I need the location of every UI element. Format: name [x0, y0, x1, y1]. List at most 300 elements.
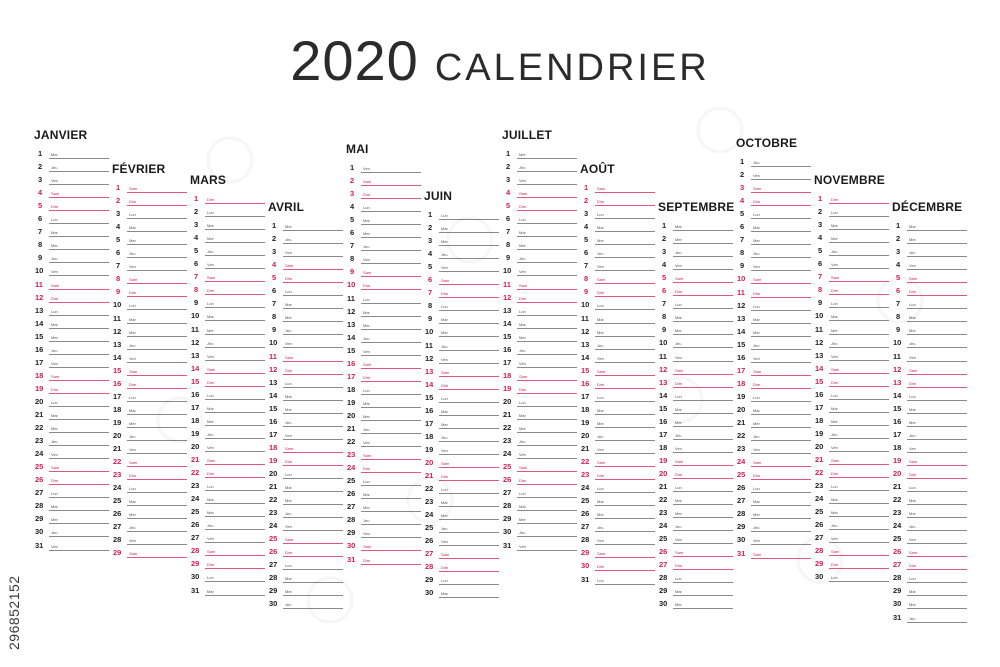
day-row[interactable] — [191, 295, 265, 308]
day-row[interactable] — [893, 257, 967, 270]
day-row[interactable] — [815, 439, 889, 452]
day-row[interactable] — [425, 246, 499, 259]
day-row[interactable] — [347, 251, 421, 264]
day-row[interactable] — [347, 512, 421, 525]
day-row[interactable] — [35, 316, 109, 329]
day-row[interactable] — [737, 167, 811, 180]
day-row[interactable] — [269, 479, 343, 492]
day-row[interactable] — [35, 159, 109, 172]
day-row[interactable] — [425, 377, 499, 390]
day-row[interactable] — [581, 519, 655, 532]
day-row[interactable] — [659, 414, 733, 427]
day-row[interactable] — [191, 387, 265, 400]
day-row[interactable] — [893, 296, 967, 309]
day-row[interactable] — [191, 322, 265, 335]
day-row[interactable] — [113, 311, 187, 324]
day-row[interactable] — [191, 230, 265, 243]
day-row[interactable] — [659, 440, 733, 453]
day-row[interactable] — [269, 270, 343, 283]
day-row[interactable] — [191, 335, 265, 348]
day-row[interactable] — [113, 506, 187, 519]
day-row[interactable] — [113, 297, 187, 310]
day-row[interactable] — [35, 394, 109, 407]
day-row[interactable] — [737, 245, 811, 258]
day-row[interactable] — [269, 401, 343, 414]
day-row[interactable] — [581, 193, 655, 206]
day-row[interactable] — [815, 204, 889, 217]
day-row[interactable] — [659, 349, 733, 362]
day-row[interactable] — [35, 146, 109, 159]
day-row[interactable] — [113, 363, 187, 376]
day-row[interactable] — [659, 531, 733, 544]
day-row[interactable] — [815, 322, 889, 335]
day-row[interactable] — [737, 219, 811, 232]
day-row[interactable] — [113, 480, 187, 493]
day-row[interactable] — [113, 180, 187, 193]
day-row[interactable] — [815, 491, 889, 504]
day-row[interactable] — [191, 478, 265, 491]
day-row[interactable] — [425, 546, 499, 559]
day-row[interactable] — [503, 511, 577, 524]
day-row[interactable] — [191, 504, 265, 517]
day-row[interactable] — [659, 244, 733, 257]
day-row[interactable] — [581, 454, 655, 467]
day-row[interactable] — [347, 460, 421, 473]
day-row[interactable] — [347, 408, 421, 421]
day-row[interactable] — [659, 362, 733, 375]
day-row[interactable] — [347, 473, 421, 486]
day-row[interactable] — [425, 468, 499, 481]
day-row[interactable] — [347, 382, 421, 395]
day-row[interactable] — [581, 467, 655, 480]
day-row[interactable] — [113, 428, 187, 441]
day-row[interactable] — [425, 259, 499, 272]
day-row[interactable] — [893, 244, 967, 257]
day-row[interactable] — [347, 225, 421, 238]
day-row[interactable] — [659, 427, 733, 440]
day-row[interactable] — [347, 277, 421, 290]
day-row[interactable] — [347, 552, 421, 565]
day-row[interactable] — [269, 544, 343, 557]
day-row[interactable] — [815, 374, 889, 387]
day-row[interactable] — [191, 400, 265, 413]
day-row[interactable] — [347, 264, 421, 277]
day-row[interactable] — [35, 498, 109, 511]
day-row[interactable] — [893, 401, 967, 414]
day-row[interactable] — [347, 395, 421, 408]
day-row[interactable] — [737, 350, 811, 363]
day-row[interactable] — [581, 206, 655, 219]
day-row[interactable] — [191, 556, 265, 569]
day-row[interactable] — [35, 198, 109, 211]
day-row[interactable] — [191, 217, 265, 230]
day-row[interactable] — [35, 329, 109, 342]
day-row[interactable] — [503, 342, 577, 355]
day-row[interactable] — [581, 441, 655, 454]
day-row[interactable] — [347, 317, 421, 330]
day-row[interactable] — [659, 492, 733, 505]
day-row[interactable] — [269, 231, 343, 244]
day-row[interactable] — [347, 369, 421, 382]
day-row[interactable] — [581, 402, 655, 415]
day-row[interactable] — [659, 309, 733, 322]
day-row[interactable] — [659, 296, 733, 309]
day-row[interactable] — [269, 349, 343, 362]
day-row[interactable] — [815, 230, 889, 243]
day-row[interactable] — [191, 282, 265, 295]
day-row[interactable] — [659, 466, 733, 479]
day-row[interactable] — [581, 258, 655, 271]
day-row[interactable] — [893, 505, 967, 518]
day-row[interactable] — [425, 520, 499, 533]
day-row[interactable] — [425, 416, 499, 429]
day-row[interactable] — [425, 351, 499, 364]
day-row[interactable] — [269, 335, 343, 348]
day-row[interactable] — [659, 388, 733, 401]
day-row[interactable] — [893, 453, 967, 466]
day-row[interactable] — [269, 283, 343, 296]
day-row[interactable] — [347, 291, 421, 304]
day-row[interactable] — [347, 343, 421, 356]
day-row[interactable] — [659, 583, 733, 596]
day-row[interactable] — [737, 285, 811, 298]
day-row[interactable] — [113, 467, 187, 480]
day-row[interactable] — [35, 433, 109, 446]
day-row[interactable] — [269, 244, 343, 257]
day-row[interactable] — [503, 185, 577, 198]
day-row[interactable] — [893, 440, 967, 453]
day-row[interactable] — [503, 433, 577, 446]
day-row[interactable] — [113, 232, 187, 245]
day-row[interactable] — [581, 180, 655, 193]
day-row[interactable] — [737, 258, 811, 271]
day-row[interactable] — [347, 186, 421, 199]
day-row[interactable] — [893, 479, 967, 492]
day-row[interactable] — [113, 324, 187, 337]
day-row[interactable] — [425, 364, 499, 377]
day-row[interactable] — [191, 374, 265, 387]
day-row[interactable] — [581, 284, 655, 297]
day-row[interactable] — [269, 375, 343, 388]
day-row[interactable] — [581, 376, 655, 389]
day-row[interactable] — [737, 193, 811, 206]
day-row[interactable] — [269, 505, 343, 518]
day-row[interactable] — [35, 172, 109, 185]
day-row[interactable] — [113, 415, 187, 428]
day-row[interactable] — [425, 207, 499, 220]
day-row[interactable] — [737, 363, 811, 376]
day-row[interactable] — [503, 368, 577, 381]
day-row[interactable] — [503, 381, 577, 394]
day-row[interactable] — [737, 180, 811, 193]
day-row[interactable] — [191, 491, 265, 504]
day-row[interactable] — [503, 198, 577, 211]
day-row[interactable] — [581, 350, 655, 363]
day-row[interactable] — [815, 543, 889, 556]
day-row[interactable] — [503, 524, 577, 537]
day-row[interactable] — [347, 486, 421, 499]
day-row[interactable] — [893, 388, 967, 401]
day-row[interactable] — [269, 218, 343, 231]
day-row[interactable] — [815, 243, 889, 256]
day-row[interactable] — [503, 498, 577, 511]
day-row[interactable] — [659, 505, 733, 518]
day-row[interactable] — [425, 233, 499, 246]
day-row[interactable] — [893, 557, 967, 570]
day-row[interactable] — [737, 480, 811, 493]
day-row[interactable] — [347, 238, 421, 251]
day-row[interactable] — [581, 363, 655, 376]
day-row[interactable] — [269, 453, 343, 466]
day-row[interactable] — [659, 401, 733, 414]
day-row[interactable] — [35, 211, 109, 224]
day-row[interactable] — [269, 531, 343, 544]
day-row[interactable] — [581, 545, 655, 558]
day-row[interactable] — [737, 232, 811, 245]
day-row[interactable] — [815, 465, 889, 478]
day-row[interactable] — [815, 335, 889, 348]
day-row[interactable] — [503, 277, 577, 290]
day-row[interactable] — [503, 303, 577, 316]
day-row[interactable] — [659, 570, 733, 583]
day-row[interactable] — [503, 407, 577, 420]
day-row[interactable] — [815, 400, 889, 413]
day-row[interactable] — [893, 309, 967, 322]
day-row[interactable] — [581, 232, 655, 245]
day-row[interactable] — [737, 441, 811, 454]
day-row[interactable] — [113, 532, 187, 545]
day-row[interactable] — [581, 558, 655, 571]
day-row[interactable] — [269, 518, 343, 531]
day-row[interactable] — [347, 330, 421, 343]
day-row[interactable] — [893, 231, 967, 244]
day-row[interactable] — [347, 421, 421, 434]
day-row[interactable] — [191, 543, 265, 556]
day-row[interactable] — [659, 544, 733, 557]
day-row[interactable] — [269, 309, 343, 322]
day-row[interactable] — [503, 250, 577, 263]
day-row[interactable] — [893, 270, 967, 283]
day-row[interactable] — [659, 283, 733, 296]
day-row[interactable] — [347, 304, 421, 317]
day-row[interactable] — [191, 308, 265, 321]
day-row[interactable] — [737, 415, 811, 428]
day-row[interactable] — [893, 570, 967, 583]
day-row[interactable] — [815, 426, 889, 439]
day-row[interactable] — [347, 499, 421, 512]
day-row[interactable] — [347, 538, 421, 551]
day-row[interactable] — [659, 479, 733, 492]
day-row[interactable] — [35, 277, 109, 290]
day-row[interactable] — [269, 570, 343, 583]
day-row[interactable] — [893, 492, 967, 505]
day-row[interactable] — [191, 439, 265, 452]
day-row[interactable] — [269, 388, 343, 401]
day-row[interactable] — [347, 525, 421, 538]
day-row[interactable] — [581, 389, 655, 402]
day-row[interactable] — [503, 290, 577, 303]
day-row[interactable] — [113, 402, 187, 415]
day-row[interactable] — [893, 596, 967, 609]
day-row[interactable] — [893, 349, 967, 362]
day-row[interactable] — [503, 355, 577, 368]
day-row[interactable] — [425, 311, 499, 324]
day-row[interactable] — [35, 485, 109, 498]
day-row[interactable] — [191, 452, 265, 465]
day-row[interactable] — [815, 517, 889, 530]
day-row[interactable] — [113, 545, 187, 558]
day-row[interactable] — [269, 362, 343, 375]
day-row[interactable] — [581, 271, 655, 284]
day-row[interactable] — [425, 298, 499, 311]
day-row[interactable] — [893, 218, 967, 231]
day-row[interactable] — [581, 311, 655, 324]
day-row[interactable] — [269, 322, 343, 335]
day-row[interactable] — [815, 217, 889, 230]
day-row[interactable] — [893, 283, 967, 296]
day-row[interactable] — [815, 478, 889, 491]
day-row[interactable] — [893, 610, 967, 623]
day-row[interactable] — [35, 446, 109, 459]
day-row[interactable] — [113, 206, 187, 219]
day-row[interactable] — [191, 426, 265, 439]
day-row[interactable] — [347, 212, 421, 225]
day-row[interactable] — [815, 361, 889, 374]
day-row[interactable] — [815, 556, 889, 569]
day-row[interactable] — [737, 493, 811, 506]
day-row[interactable] — [659, 218, 733, 231]
day-row[interactable] — [815, 452, 889, 465]
day-row[interactable] — [893, 414, 967, 427]
day-row[interactable] — [191, 269, 265, 282]
day-row[interactable] — [269, 296, 343, 309]
day-row[interactable] — [35, 368, 109, 381]
day-row[interactable] — [35, 538, 109, 551]
day-row[interactable] — [425, 572, 499, 585]
day-row[interactable] — [737, 546, 811, 559]
day-row[interactable] — [35, 263, 109, 276]
day-row[interactable] — [191, 530, 265, 543]
day-row[interactable] — [347, 173, 421, 186]
day-row[interactable] — [35, 472, 109, 485]
day-row[interactable] — [425, 338, 499, 351]
day-row[interactable] — [737, 337, 811, 350]
day-row[interactable] — [659, 257, 733, 270]
day-row[interactable] — [893, 375, 967, 388]
day-row[interactable] — [191, 465, 265, 478]
day-row[interactable] — [581, 415, 655, 428]
day-row[interactable] — [815, 569, 889, 582]
day-row[interactable] — [425, 220, 499, 233]
day-row[interactable] — [113, 350, 187, 363]
day-row[interactable] — [815, 387, 889, 400]
day-row[interactable] — [581, 324, 655, 337]
day-row[interactable] — [503, 459, 577, 472]
day-row[interactable] — [191, 361, 265, 374]
day-row[interactable] — [503, 446, 577, 459]
day-row[interactable] — [191, 413, 265, 426]
day-row[interactable] — [35, 290, 109, 303]
day-row[interactable] — [347, 199, 421, 212]
day-row[interactable] — [737, 467, 811, 480]
day-row[interactable] — [737, 389, 811, 402]
day-row[interactable] — [815, 269, 889, 282]
day-row[interactable] — [581, 428, 655, 441]
day-row[interactable] — [581, 337, 655, 350]
day-row[interactable] — [893, 335, 967, 348]
day-row[interactable] — [893, 322, 967, 335]
day-row[interactable] — [269, 427, 343, 440]
day-row[interactable] — [347, 434, 421, 447]
day-row[interactable] — [737, 519, 811, 532]
day-row[interactable] — [893, 544, 967, 557]
day-row[interactable] — [191, 517, 265, 530]
day-row[interactable] — [113, 219, 187, 232]
day-row[interactable] — [113, 284, 187, 297]
day-row[interactable] — [503, 172, 577, 185]
day-row[interactable] — [737, 154, 811, 167]
day-row[interactable] — [815, 282, 889, 295]
day-row[interactable] — [191, 243, 265, 256]
day-row[interactable] — [659, 322, 733, 335]
day-row[interactable] — [737, 206, 811, 219]
day-row[interactable] — [659, 270, 733, 283]
day-row[interactable] — [659, 557, 733, 570]
day-row[interactable] — [503, 394, 577, 407]
day-row[interactable] — [503, 472, 577, 485]
day-row[interactable] — [815, 413, 889, 426]
day-row[interactable] — [425, 272, 499, 285]
day-row[interactable] — [737, 271, 811, 284]
day-row[interactable] — [35, 250, 109, 263]
day-row[interactable] — [113, 493, 187, 506]
day-row[interactable] — [503, 420, 577, 433]
day-row[interactable] — [191, 204, 265, 217]
day-row[interactable] — [35, 381, 109, 394]
day-row[interactable] — [737, 428, 811, 441]
day-row[interactable] — [347, 356, 421, 369]
day-row[interactable] — [815, 256, 889, 269]
day-row[interactable] — [425, 533, 499, 546]
day-row[interactable] — [737, 532, 811, 545]
day-row[interactable] — [425, 559, 499, 572]
day-row[interactable] — [269, 492, 343, 505]
day-row[interactable] — [425, 285, 499, 298]
day-row[interactable] — [35, 407, 109, 420]
day-row[interactable] — [113, 193, 187, 206]
day-row[interactable] — [737, 376, 811, 389]
day-row[interactable] — [659, 453, 733, 466]
day-row[interactable] — [893, 583, 967, 596]
day-row[interactable] — [503, 159, 577, 172]
day-row[interactable] — [737, 506, 811, 519]
day-row[interactable] — [425, 324, 499, 337]
day-row[interactable] — [815, 308, 889, 321]
day-row[interactable] — [191, 583, 265, 596]
day-row[interactable] — [503, 237, 577, 250]
day-row[interactable] — [113, 271, 187, 284]
day-row[interactable] — [581, 480, 655, 493]
day-row[interactable] — [425, 507, 499, 520]
day-row[interactable] — [737, 454, 811, 467]
day-row[interactable] — [503, 316, 577, 329]
day-row[interactable] — [893, 362, 967, 375]
day-row[interactable] — [269, 583, 343, 596]
day-row[interactable] — [815, 191, 889, 204]
day-row[interactable] — [503, 329, 577, 342]
day-row[interactable] — [113, 441, 187, 454]
day-row[interactable] — [503, 538, 577, 551]
